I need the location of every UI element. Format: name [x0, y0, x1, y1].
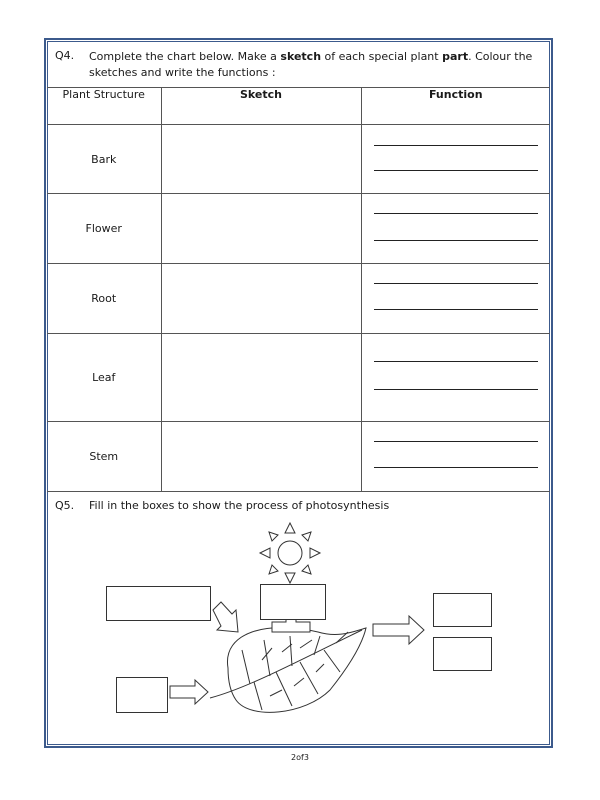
q4-text-emphasis: sketch: [280, 50, 322, 63]
structure-cell: Root: [47, 264, 161, 334]
q4-text-part: of each special plant: [321, 50, 443, 63]
column-header-sketch: Sketch: [161, 88, 361, 125]
column-header-structure: Plant Structure: [47, 88, 161, 125]
answer-box[interactable]: [260, 584, 326, 620]
question-number: Q5.: [55, 499, 75, 512]
structure-cell: Flower: [47, 194, 161, 264]
column-header-function: Function: [361, 88, 550, 125]
q4-text-emphasis: part: [442, 50, 469, 63]
answer-box[interactable]: [433, 637, 492, 671]
q4-text-part: Complete the chart below. Make a: [89, 50, 281, 63]
sun-icon: [260, 523, 320, 583]
question-number: Q4.: [55, 49, 75, 62]
page-number: 2of3: [291, 753, 309, 762]
leaf-illustration: [210, 628, 366, 713]
structure-cell: Leaf: [47, 334, 161, 422]
answer-box[interactable]: [116, 677, 168, 713]
answer-box[interactable]: [433, 593, 492, 627]
structure-cell: Stem: [47, 422, 161, 492]
q4-text-part: . Colour the sketches and write the functions :: [89, 50, 533, 79]
structure-cell: Bark: [47, 125, 161, 194]
answer-box[interactable]: [106, 586, 211, 621]
question-5-text: Fill in the boxes to show the process of photosynthesis: [89, 499, 390, 512]
